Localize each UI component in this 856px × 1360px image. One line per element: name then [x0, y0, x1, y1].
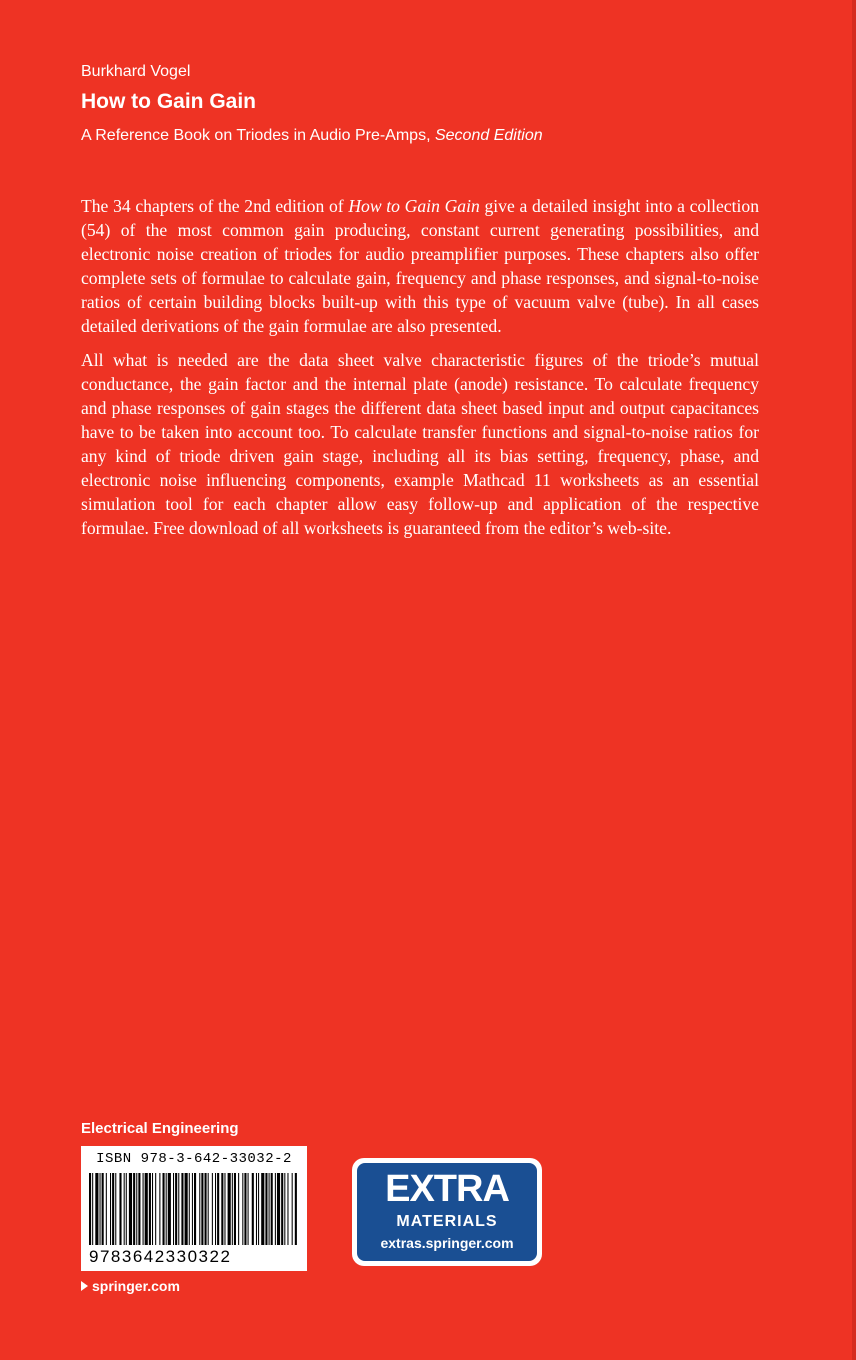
arrow-icon [81, 1281, 88, 1291]
barcode-bar [155, 1173, 156, 1245]
barcode-bar [138, 1173, 140, 1245]
book-title: How to Gain Gain [81, 90, 257, 113]
barcode-bar [238, 1173, 239, 1245]
blurb [81, 194, 759, 550]
barcode-bar [112, 1173, 114, 1245]
publisher-website [81, 1278, 180, 1294]
extra-url: extras.springer.com [380, 1235, 514, 1251]
barcode-bar [95, 1173, 98, 1245]
barcode-bar [133, 1173, 135, 1245]
barcode-bar [212, 1173, 213, 1245]
barcode-bar [248, 1173, 249, 1245]
barcode-bar [265, 1173, 267, 1245]
isbn-text: ISBN 978-3-642-33032-2 [96, 1151, 292, 1167]
barcode-box [81, 1146, 307, 1271]
blurb-paragraph-2: All what is needed are the data sheet valve characteristic figures of the triode’s mutual conductance, the gain factor and the internal plate (anode) resistance. To calculate frequency and phase responses of gain stages the different data sheet based input and output capacitances have to be taken into account too. To calculate transfer functions and signal-to-noise ratios for any kind of triode driven gain stage, including all its bias setting, frequency, phase, and electronic noise influencing components, example Mathcad 11 worksheets as an essential simulation tool for each chapter allow easy follow-up and application of the respective formulae. Free download of all worksheets is guaranteed from the editor’s web-site. [81, 350, 759, 538]
barcode-bar [168, 1173, 171, 1245]
barcode-bar [192, 1173, 193, 1245]
barcode-bar [234, 1173, 236, 1245]
blurb-book-title: How to Gain Gain [348, 196, 480, 216]
barcode-bar [281, 1173, 283, 1245]
barcode-bar [258, 1173, 259, 1245]
barcode-bar [277, 1173, 280, 1245]
extra-subheading: MATERIALS [396, 1213, 498, 1230]
blurb-text: The 34 chapters of the 2nd edition of [81, 196, 349, 216]
extra-heading: EXTRA [385, 1168, 509, 1210]
barcode-bar [228, 1173, 231, 1245]
barcode-bar [106, 1173, 107, 1245]
barcode-bar [110, 1173, 111, 1245]
barcode-bar [261, 1173, 264, 1245]
barcode-bar [215, 1173, 216, 1245]
barcode-bar [136, 1173, 137, 1245]
barcode-bar [284, 1173, 285, 1245]
barcode-bar [173, 1173, 174, 1245]
subject-category: Electrical Engineering [81, 1120, 239, 1137]
barcode-bar [92, 1173, 93, 1245]
barcode-bar [224, 1173, 225, 1245]
barcode-bar [199, 1173, 200, 1245]
barcode-bar [252, 1173, 254, 1245]
barcode-bar [244, 1173, 246, 1245]
barcode-bar [275, 1173, 276, 1245]
barcode-bar [217, 1173, 219, 1245]
barcode-bar [271, 1173, 273, 1245]
barcode-bar [189, 1173, 190, 1245]
barcode-bar [119, 1173, 121, 1245]
website-label: springer.com [92, 1278, 180, 1294]
barcode-bar [89, 1173, 91, 1245]
barcode-bar [181, 1173, 183, 1245]
barcode-bar [292, 1173, 293, 1245]
barcode-bar [178, 1173, 179, 1245]
author-name: Burkhard Vogel [81, 63, 191, 80]
ean-number: 9783642330322 [89, 1247, 232, 1266]
blurb-text: give a detailed insight into a collection (54) of the most common gain producing, constant current generating possibilities, and electronic noise creation of triodes for audio preamplifier purposes. These chapters also offer complete sets of formulae to calculate gain, frequency and phase responses, and signal-to-noise ratios of certain building blocks built-up with this type of vacuum valve (tube). In all cases detailed derivations of the gain formulae are also presented. [81, 196, 759, 336]
barcode-bar [287, 1173, 288, 1245]
barcode-bar [152, 1173, 153, 1245]
extra-materials-badge [352, 1158, 542, 1266]
barcode-bar [205, 1173, 207, 1245]
barcode-bar [221, 1173, 223, 1245]
barcode-bar [124, 1173, 125, 1245]
barcode-bar [295, 1173, 297, 1245]
barcode-bar [175, 1173, 177, 1245]
barcode-bar [166, 1173, 167, 1245]
subtitle-edition: Second Edition [434, 127, 543, 144]
barcode-bar [194, 1173, 196, 1245]
book-subtitle [81, 127, 543, 145]
blurb-paragraph-1 [81, 194, 759, 338]
barcode-bar [115, 1173, 116, 1245]
barcode-bar [185, 1173, 188, 1245]
barcode-bar [100, 1173, 101, 1245]
barcode-bar [208, 1173, 209, 1245]
barcode-bar [269, 1173, 270, 1245]
barcode-bar [126, 1173, 127, 1245]
barcode [87, 1173, 301, 1245]
barcode-bar [163, 1173, 165, 1245]
barcode-bar [149, 1173, 151, 1245]
barcode-bar [102, 1173, 104, 1245]
barcode-bar [201, 1173, 203, 1245]
barcode-bar [256, 1173, 257, 1245]
barcode-bar [159, 1173, 160, 1245]
barcode-bar [145, 1173, 148, 1245]
extra-badge-inner [357, 1163, 537, 1261]
barcode-bar [143, 1173, 144, 1245]
barcode-bar [232, 1173, 233, 1245]
barcode-bar [129, 1173, 132, 1245]
barcode-bar [242, 1173, 243, 1245]
spine-edge [852, 0, 856, 1360]
subtitle-main: A Reference Book on Triodes in Audio Pre-Amps, [81, 127, 431, 144]
